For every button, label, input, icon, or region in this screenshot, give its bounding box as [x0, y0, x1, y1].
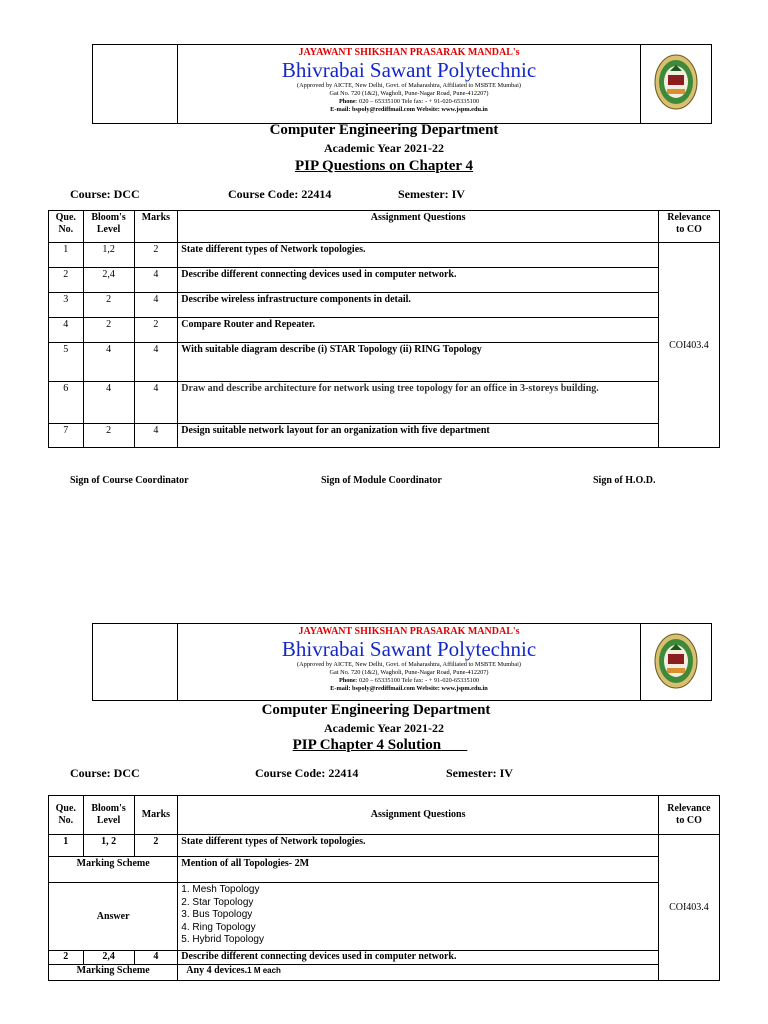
college-logo-icon [653, 632, 699, 690]
col-header-question: Assignment Questions [178, 796, 659, 835]
table-row [49, 965, 720, 981]
table-row: 2 2,4 4 Describe different connecting devices used in computer network. [49, 268, 720, 293]
co-cell: COI403.4 [658, 243, 719, 448]
table-row [49, 883, 720, 951]
course-code-2: Course Code: 22414 [255, 766, 359, 780]
course-code-1: Course Code: 22414 [228, 187, 332, 201]
course-name-1: Course: DCC [70, 187, 140, 201]
college-logo-icon [653, 53, 699, 111]
semester-2: Semester: IV [446, 766, 513, 780]
answer-list [178, 883, 659, 951]
table-row [49, 857, 720, 883]
college-name: Bhivrabai Sawant Polytechnic [281, 58, 537, 82]
address-line: Gat No. 720 (1&2), Wagholi, Pune-Nagar Road, Pune-412207) [329, 669, 489, 676]
department-title-underline [0, 702, 768, 719]
co-cell: COI403.4 [658, 835, 719, 981]
marking-scheme-text: Mention of all Topologies- 2M [178, 857, 659, 883]
letterhead-center [178, 624, 640, 700]
logo-cell [640, 624, 711, 700]
letterhead-blank-cell [93, 624, 178, 700]
table-row: 6 4 4 Draw and describe architecture for network using tree topology for an office in 3-storeys building. [49, 382, 720, 424]
col-header-level: Bloom's Level [83, 211, 134, 243]
col-header-question: Assignment Questions [178, 211, 659, 243]
college-name: Bhivrabai Sawant Polytechnic [281, 637, 537, 661]
col-header-co: Relevance to CO [658, 211, 719, 243]
list-item: 5. Hybrid Topology [181, 934, 264, 946]
letterhead-2 [92, 623, 712, 701]
marking-scheme-text: Any 4 devices.1 M each [178, 965, 659, 981]
col-header-co: Relevance to CO [658, 796, 719, 835]
col-header-marks: Marks [134, 796, 178, 835]
table-row: 3 2 4 Describe wireless infrastructure components in detail. [49, 293, 720, 318]
marking-scheme-label: Marking Scheme [49, 965, 178, 981]
sign-course-coordinator: Sign of Course Coordinator [70, 475, 189, 486]
approval-line: (Approved by AICTE, New Delhi, Govt. of Maharashtra, Affiliated to MSBTE Mumbai) [297, 82, 521, 89]
sign-module-coordinator: Sign of Module Coordinator [321, 475, 442, 486]
email-line: E-mail: bspoly@rediffmail.com Website: www.jspm.edu.in [330, 106, 488, 113]
col-header-marks: Marks [134, 211, 178, 243]
approval-line: (Approved by AICTE, New Delhi, Govt. of Maharashtra, Affiliated to MSBTE Mumbai) [297, 661, 521, 668]
phone-line: Phone: 020 – 65335100 Tele fax: - + 91-020-65335100 [338, 677, 480, 684]
department-title-1: Computer Engineering Department [269, 122, 499, 138]
trust-name: JAYAWANT SHIKSHAN PRASARAK MANDAL's [298, 626, 520, 637]
sign-hod: Sign of H.O.D. [593, 475, 656, 486]
table-row: 7 2 4 Design suitable network layout for an organization with five department [49, 424, 720, 448]
email-line: E-mail: bspoly@rediffmail.com Website: www.jspm.edu.in [330, 685, 488, 692]
col-header-level: Bloom's Level [83, 796, 134, 835]
pip-title-2: PIP Chapter 4 Solution [292, 737, 442, 753]
table-row: 2 2,4 4 Describe different connecting devices used in computer network. [49, 951, 720, 965]
list-item: 4. Ring Topology [181, 921, 256, 933]
table-row: 4 2 2 Compare Router and Repeater. [49, 318, 720, 343]
list-item: 1. Mesh Topology [181, 884, 260, 895]
table-row: 1 1,2 2 State different types of Network topologies. COI403.4 [49, 243, 720, 268]
pip-title-1: PIP Questions on Chapter 4 [294, 158, 474, 174]
solution-table [48, 795, 720, 981]
address-line: Gat No. 720 (1&2), Wagholi, Pune-Nagar Road, Pune-412207) [329, 90, 489, 97]
questions-table [48, 210, 720, 448]
marking-scheme-label: Marking Scheme [49, 857, 178, 883]
list-item: 3. Bus Topology [181, 909, 253, 921]
course-name-2: Course: DCC [70, 766, 140, 780]
col-header-no: Que. No. [49, 796, 84, 835]
table-row: 1 1, 2 2 State different types of Network topologies. COI403.4 [49, 835, 720, 857]
table-row: 5 4 4 With suitable diagram describe (i) STAR Topology (ii) RING Topology [49, 343, 720, 382]
trust-name: JAYAWANT SHIKSHAN PRASARAK MANDAL's [298, 47, 520, 58]
academic-year-2: Academic Year 2021-22 [324, 721, 444, 735]
col-header-no: Que. No. [49, 211, 84, 243]
logo-cell [640, 45, 711, 123]
phone-line: Phone: 020 – 65335100 Tele fax: - + 91-020-65335100 [338, 98, 480, 105]
letterhead-center [178, 45, 640, 123]
semester-1: Semester: IV [398, 187, 465, 201]
answer-label: Answer [49, 883, 178, 951]
list-item: 2. Star Topology [181, 896, 254, 908]
academic-year-1: Academic Year 2021-22 [324, 141, 444, 155]
department-title-2: Computer Engineering Department [261, 702, 491, 718]
letterhead-1 [92, 44, 712, 124]
letterhead-blank-cell [93, 45, 178, 123]
